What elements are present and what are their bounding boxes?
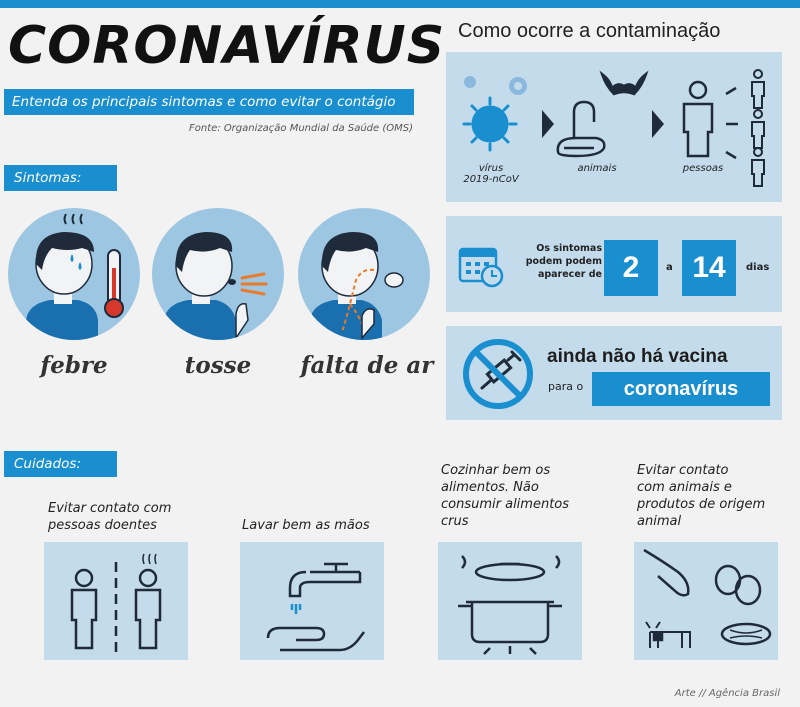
animal-products-icon (634, 542, 778, 660)
symptoms-tag: Sintomas: (4, 165, 117, 191)
care-text-animals (637, 462, 797, 530)
cough-person-icon (152, 208, 284, 340)
step-label-people: pessoas (682, 163, 724, 174)
care-text-animals-line4: animal (637, 514, 682, 529)
incubation-text-line3: aparecer de (537, 269, 602, 280)
care-text-cook (441, 462, 601, 530)
faucet-hand-icon (240, 542, 384, 660)
symptom-label-breath: falta de ar (300, 352, 434, 379)
people-distance-icon (44, 542, 188, 660)
incubation-text (512, 242, 602, 281)
top-accent-bar (0, 0, 800, 8)
symptom-label-cough: tosse (184, 352, 252, 379)
range-joiner: a (666, 262, 673, 273)
step-label-virus-line2: 2019-nCoV (463, 174, 519, 185)
calendar-clock-icon (458, 243, 506, 293)
incubation-text-line2: podem podem (525, 256, 602, 267)
snake-bat-icon (558, 74, 646, 156)
days-unit: dias (746, 262, 770, 273)
no-vaccine-icon (462, 338, 534, 414)
art-credit: Arte // Agência Brasil (674, 688, 780, 699)
care-text-animals-line2: com animais e (637, 480, 732, 495)
care-text-animals-line1: Evitar contato (637, 463, 729, 478)
source-note: Fonte: Organização Mundial da Saúde (OMS) (188, 123, 413, 134)
person-icon (684, 82, 712, 156)
vaccine-prefix: para o (548, 380, 584, 393)
care-text-cook-line2: alimentos. Não (441, 480, 539, 495)
care-text-cook-line1: Cozinhar bem os (441, 463, 551, 478)
cooking-pot-icon (438, 542, 582, 660)
care-text-animals-line3: produtos de origem (637, 497, 766, 512)
care-text-wash: Lavar bem as mãos (242, 518, 370, 533)
fever-person-icon (8, 208, 140, 340)
virus-icon (464, 76, 527, 150)
min-days-value: 2 (604, 240, 658, 296)
breath-person-icon (298, 208, 430, 340)
care-text-contact-line1: Evitar contato com (48, 501, 172, 516)
arrow-icon (652, 110, 664, 138)
care-text-contact (48, 500, 218, 534)
incubation-text-line1: Os sintomas (536, 243, 602, 254)
subtitle-banner: Entenda os principais sintomas e como evitar o contágio (4, 89, 414, 115)
symptom-label-fever: febre (40, 352, 108, 379)
max-days-value: 14 (682, 240, 736, 296)
care-text-cook-line4: crus (441, 514, 469, 529)
care-text-cook-line3: consumir alimentos (441, 497, 570, 512)
vaccine-headline: ainda não há vacina (547, 346, 728, 367)
care-text-contact-line2: pessoas doentes (48, 518, 157, 533)
step-label-virus-line1: vírus (478, 163, 504, 174)
care-tag: Cuidados: (4, 451, 117, 477)
contamination-title: Como ocorre a contaminação (458, 20, 721, 42)
vaccine-highlight: coronavírus (592, 372, 770, 406)
page-title: CORONAVÍRUS (8, 16, 446, 76)
step-label-animals: animais (577, 163, 617, 174)
arrow-icon (542, 110, 554, 138)
step-label-virus (462, 163, 520, 185)
